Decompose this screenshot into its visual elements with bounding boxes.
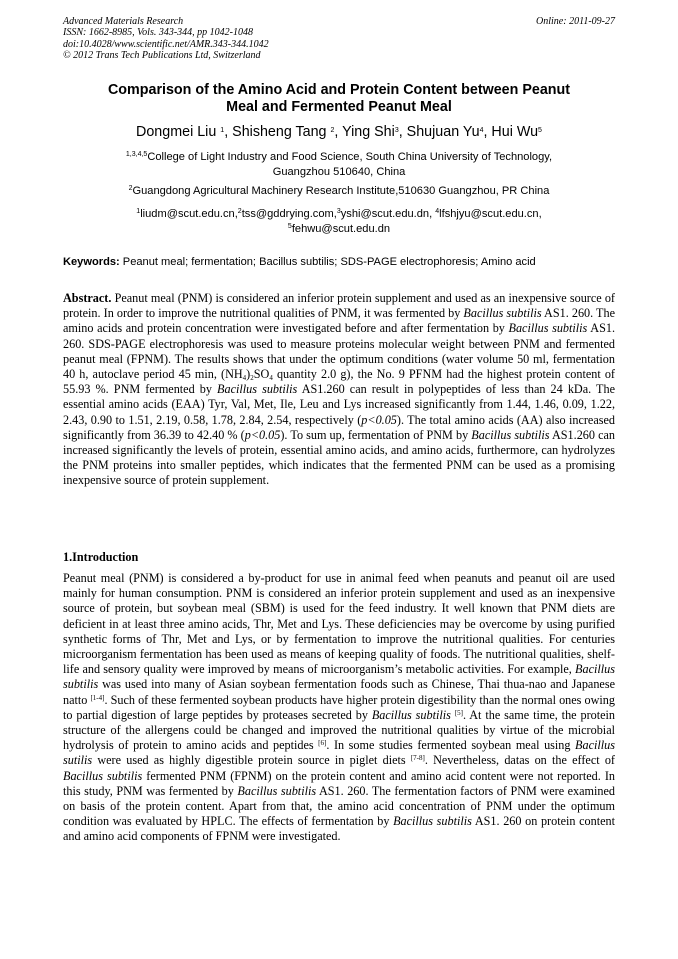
abstract-text: AS1.260 can increased significantly the levels of protein, essential amino acids, and amino acids, furthermore, can hydrolyzes the PNM proteins into smaller peptides, which indicates that the fermented PNM can be used as a promising inexpensive source of protein supplement. <box>63 427 615 488</box>
species-name: Bacillus subtilis <box>63 768 143 783</box>
affiliation-1 <box>50 150 628 180</box>
journal-header <box>63 16 269 62</box>
affiliation-line: Guangzhou 510640, China <box>272 166 406 178</box>
citation-ref[interactable]: [6] <box>318 739 327 748</box>
email[interactable]: lfshjyu@scut.edu.cn, <box>439 208 542 220</box>
email[interactable]: tss@gddrying.com, <box>241 208 337 220</box>
species-name: Bacillus subtilis <box>217 382 298 397</box>
affiliation-line: College of Light Industry and Food Science, South China University of Technology, <box>147 151 553 163</box>
author-name: Dongmei Liu <box>136 124 217 140</box>
email[interactable]: fehwu@scut.edu.dn <box>291 223 391 235</box>
species-name: Bacillus subtilis <box>508 321 588 336</box>
abstract-text: AS1. 260. The amino acids and protein concentration were investigated before and after fermentation by <box>63 306 615 336</box>
abstract-text: AS1. 260. SDS-PAGE electrophoresis was used to measure proteins molecular weight between PNM and fermented peanut meal (FPNM). The results shows that under the optimum conditions (water volume 50 ml, fermentation 40 h, autoclave period 45 min, (NH <box>63 321 615 382</box>
author-sup: 2 <box>330 127 335 134</box>
email-sup: 5 <box>287 223 292 230</box>
author-emails <box>50 207 628 237</box>
author-sup: 1 <box>220 127 225 134</box>
species-name: Bacillus subtilis <box>63 662 615 692</box>
species-name: Bacillus sutilis <box>63 738 615 768</box>
author-name: Ying Shi <box>342 124 395 140</box>
intro-text: AS1. 260. The fermentation factors of PNM were examined on basis of the protein content. Apart from that, the amino acid concentration of PNM under the optimum condition was evaluated by HPLC. The effects of fermentation by <box>63 783 616 829</box>
section-heading-introduction: 1.Introduction <box>63 550 139 564</box>
species-name: Bacillus subtilis <box>471 427 550 442</box>
abstract-text: SO <box>253 367 270 382</box>
affiliation-sup: 1,3,4,5 <box>125 151 148 158</box>
citation-ref[interactable]: [7-8] <box>410 754 425 763</box>
copyright-line: © 2012 Trans Tech Publications Ltd, Switzerland <box>63 50 261 62</box>
citation-ref[interactable]: [5] <box>454 708 463 717</box>
email[interactable]: yshi@scut.edu.dn, <box>340 208 436 220</box>
keywords <box>63 255 615 269</box>
subscript: 4 <box>242 374 247 383</box>
author-sup: 3 <box>394 127 399 134</box>
keywords-label: Keywords: <box>63 256 120 268</box>
author-name: Shisheng Tang <box>232 124 327 140</box>
online-date: Online: 2011-09-27 <box>536 16 615 27</box>
abstract-label: Abstract. <box>63 291 112 305</box>
species-name: Bacillus subtilis <box>237 783 317 798</box>
intro-text: . Nevertheless, datas on the effect of <box>424 753 615 768</box>
subscript: 4 <box>269 374 273 383</box>
intro-text: . At the same time, the protein structure of the allergens could be changed and improved the nutritional qualities by virtue of the microbial hydrolysis of protein to amino acids and peptides <box>63 707 615 753</box>
species-name: Bacillus subtilis <box>393 814 472 829</box>
email-sup: 3 <box>336 208 341 215</box>
abstract-text: AS1.260 can result in polypeptides of less than 24 kDa. The essential amino acids (EAA) Tyr, Val, Met, Ile, Leu and Lys increased significantly from 1.44, 1.46, 0.09, 1.22, 2.43, 0.90 to 1.51, 2.19, 0.58, 1.78, 2.84, 2.54, respectively ( <box>63 382 615 427</box>
email-sup: 2 <box>237 208 242 215</box>
paper-title <box>40 82 638 116</box>
p-value: p<0.05 <box>361 412 397 427</box>
intro-text: AS1. 260 on protein content and amino acid components of FPNM were investigated. <box>63 814 615 844</box>
intro-text: . Such of these fermented soybean products have higher protein digestibility than the normal ones owing to partial digestion of large peptides by proteases secreted by <box>63 692 615 722</box>
subscript: 2 <box>250 374 254 383</box>
affiliation-line: Guangdong Agricultural Machinery Research Institute,510630 Guangzhou, PR China <box>132 185 550 197</box>
author-list: Dongmei Liu $^1$, Shisheng Tang $^2$, Ying Shi$^3$, Shujuan Yu$^4$, Hui Wu$^5$ <box>136 124 542 140</box>
email[interactable]: liudm@scut.edu.cn, <box>140 208 238 220</box>
author-sup: 5 <box>538 127 542 134</box>
abstract-text: ). To sum up, fermentation of PNM by <box>280 427 472 442</box>
doi-line: doi:10.4028/www.scientific.net/AMR.343-344.1042 <box>63 38 269 50</box>
affiliation-sup: 2 <box>128 185 133 192</box>
abstract-text: ). The total amino acids (AA) also increased significantly from 36.39 to 42.40 % ( <box>63 412 615 442</box>
email-sup: 4 <box>435 208 440 215</box>
journal-name: Advanced Materials Research <box>63 16 184 27</box>
intro-text: Peanut meal (PNM) is considered a by-product for use in animal feed when peanuts and peanut oil are used mainly for human consumption. PNM is considered an inferior protein supplement and used as an inexpensive source of protein, but soybean meal (SBM) is used for the feed industry. It well known that PNM diets are deficient in at least three amino acids, Thr, Met and Lys. These deficiencies may be overcome by using purified synthetic forms of Thr, Met and Lys, or by fermentation to improve the nutritional qualities. For centuries microorganism fermentation has been used as means of keeping quality of foods. The nutritional qualities, shelf-life and sensory quality were improved by means of microorganism’s metabolic activities. For example, <box>63 571 615 677</box>
author-name: Shujuan Yu <box>406 124 480 140</box>
intro-text: . In some studies fermented soybean meal using <box>326 738 576 753</box>
abstract <box>63 291 615 489</box>
introduction-paragraph <box>63 571 615 845</box>
species-name: Bacillus subtilis <box>463 306 542 321</box>
intro-text: was used into many of Asian soybean fermentation foods such as Chinese, Thai thua-nao and Japanese natto <box>63 677 615 707</box>
title-line-1: Comparison of the Amino Acid and Protein Content between Peanut <box>107 82 571 98</box>
keywords-text: Peanut meal; fermentation; Bacillus subtilis; SDS-PAGE electrophoresis; Amino acid <box>119 256 536 268</box>
citation-ref[interactable]: [1-4] <box>90 693 105 702</box>
title-line-2: Meal and Fermented Peanut Meal <box>226 99 452 115</box>
species-name: Bacillus subtilis <box>371 707 451 722</box>
affiliation-2 <box>50 184 628 199</box>
intro-text: fermented PNM (FPNM) on the protein content and amino acid content were not reported. In this study, PNM was fermented by <box>63 768 615 798</box>
intro-text: were used as highly digestible protein source in piglet diets <box>92 753 411 768</box>
abstract-text: quantity 2.0 g), the No. 9 PFNM had the highest protein content of 55.93 %. PNM fermented by <box>63 367 615 397</box>
author-sup: 4 <box>479 127 484 134</box>
abstract-text: Peanut meal (PNM) is considered an inferior protein supplement and used as an inexpensive source of protein. In order to improve the nutritional qualities of PNM, it was fermented by <box>63 291 615 321</box>
author-name: Hui Wu <box>491 124 539 140</box>
abstract-text: ) <box>246 367 251 382</box>
email-sup: 1 <box>136 208 141 215</box>
issn-line: ISSN: 1662-8985, Vols. 343-344, pp 1042-1048 <box>63 27 253 39</box>
p-value: p<0.05 <box>244 427 281 442</box>
